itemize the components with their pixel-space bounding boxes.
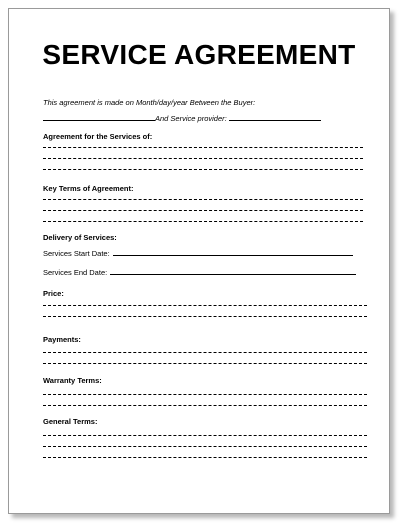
- provider-blank[interactable]: [229, 112, 321, 121]
- services-for-line-2[interactable]: [43, 158, 363, 159]
- general-line-3[interactable]: [43, 457, 367, 458]
- intro-line-1: This agreement is made on Month/day/year Between the Buyer:: [43, 98, 256, 107]
- buyer-blank[interactable]: [43, 112, 155, 121]
- general-line-2[interactable]: [43, 446, 367, 447]
- general-label: General Terms:: [43, 417, 98, 426]
- document-title: SERVICE AGREEMENT: [42, 39, 356, 70]
- intro-line-2: [43, 111, 363, 127]
- warranty-line-1[interactable]: [43, 394, 367, 395]
- key-terms-line-2[interactable]: [43, 210, 363, 211]
- end-date-label: Services End Date:: [43, 268, 108, 277]
- warranty-line-2[interactable]: [43, 405, 367, 406]
- services-for-line-1[interactable]: [43, 147, 363, 148]
- start-date-row: [43, 249, 353, 258]
- price-label: Price:: [43, 289, 64, 298]
- price-line-2[interactable]: [43, 316, 367, 317]
- key-terms-line-3[interactable]: [43, 221, 363, 222]
- payments-label: Payments:: [43, 335, 81, 344]
- warranty-label: Warranty Terms:: [43, 376, 102, 385]
- end-date-field[interactable]: [110, 274, 356, 275]
- end-date-row: [43, 268, 356, 277]
- delivery-label: Delivery of Services:: [43, 233, 117, 242]
- start-date-field[interactable]: [113, 255, 353, 256]
- price-line-1[interactable]: [43, 305, 367, 306]
- services-for-label: Agreement for the Services of:: [43, 132, 153, 141]
- payments-line-1[interactable]: [43, 352, 367, 353]
- key-terms-label: Key Terms of Agreement:: [43, 184, 134, 193]
- services-for-line-3[interactable]: [43, 169, 363, 170]
- agreement-intro: [43, 95, 363, 127]
- general-line-1[interactable]: [43, 435, 367, 436]
- start-date-label: Services Start Date:: [43, 249, 110, 258]
- payments-line-2[interactable]: [43, 363, 367, 364]
- document-page: [8, 8, 390, 514]
- intro-and-provider: And Service provider:: [155, 114, 227, 123]
- key-terms-line-1[interactable]: [43, 199, 363, 200]
